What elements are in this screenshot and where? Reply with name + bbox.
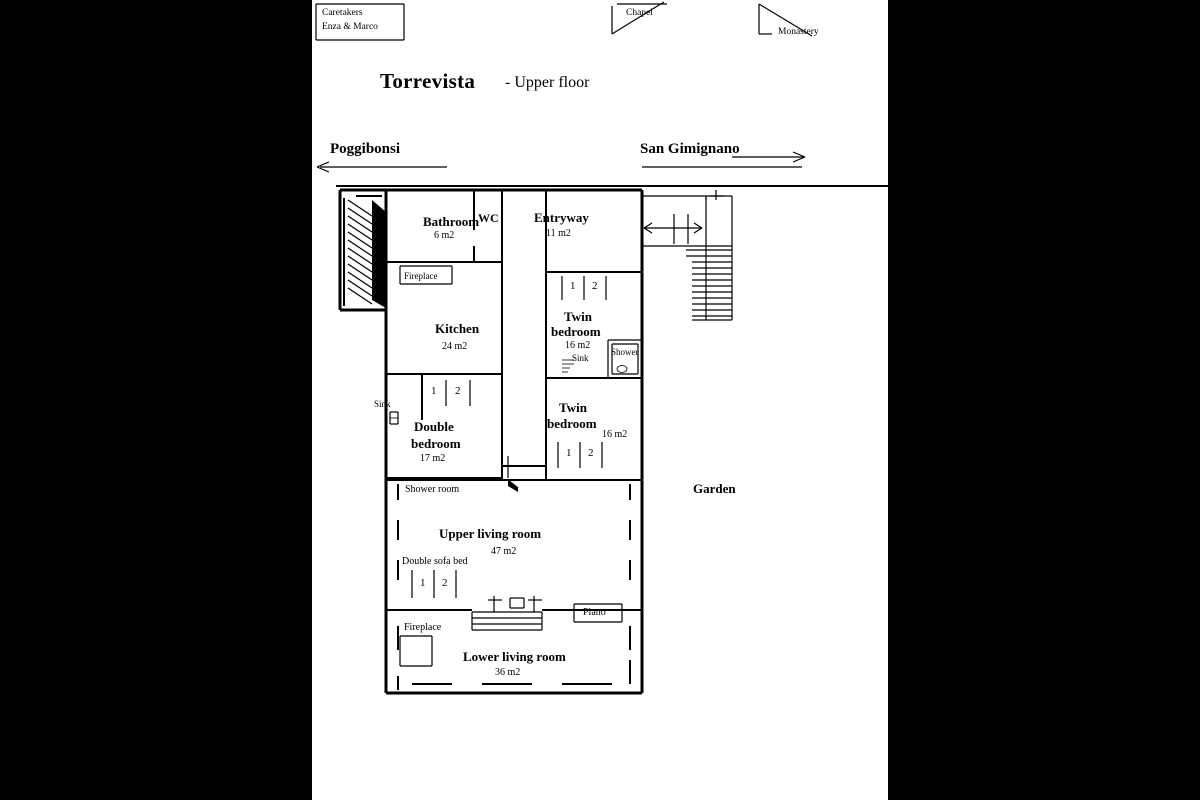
bed-icons-twin-upper — [562, 276, 606, 300]
right-stair-area — [642, 190, 732, 320]
room-twin-upper-area: 16 m2 — [565, 340, 591, 351]
stair-hatch-left — [344, 196, 386, 308]
room-lower-living-area: 36 m2 — [495, 667, 521, 678]
bed-icons-double — [422, 380, 470, 406]
monastery-label: Monastery — [778, 27, 819, 37]
bed-number-twin-lower-2: 2 — [588, 447, 594, 459]
room-twin-lower-name-1: Twin — [559, 400, 587, 415]
shower-room-lines — [502, 456, 546, 492]
room-twin-upper-name-1: Twin — [564, 309, 592, 324]
fireplace-living-label: Fireplace — [404, 622, 442, 633]
kitchen-sink-fixture — [390, 412, 398, 424]
bed-number-sofa-1: 1 — [420, 577, 426, 589]
caretakers-label-line2: Enza & Marco — [322, 22, 378, 32]
room-entryway-area: 11 m2 — [546, 228, 571, 239]
room-upper-living-name: Upper living room — [439, 526, 542, 541]
living-fireplace — [400, 636, 432, 666]
bed-number-twin-lower-1: 1 — [566, 447, 572, 459]
room-entryway-name: Entryway — [534, 210, 589, 225]
bed-icons-twin-lower — [558, 442, 602, 468]
page-title: Torrevista — [380, 69, 476, 93]
piano-label: Piano — [583, 607, 606, 618]
bed-icons-sofa — [412, 570, 456, 598]
room-wc-name: WC — [478, 211, 499, 225]
double-sofa-bed-label: Double sofa bed — [402, 556, 468, 567]
room-twin-lower-name-2: bedroom — [547, 416, 597, 431]
room-kitchen-area: 24 m2 — [442, 341, 468, 352]
bed-number-sofa-2: 2 — [442, 577, 448, 589]
shower-room-label: Shower room — [405, 484, 460, 495]
bed-number-twin-upper-1: 1 — [570, 280, 576, 292]
sink-twin-label: Sink — [572, 353, 589, 363]
bed-number-twin-upper-2: 2 — [592, 280, 598, 292]
room-twin-lower-area: 16 m2 — [602, 429, 628, 440]
living-room-walls — [386, 480, 642, 610]
bed-number-double-1: 1 — [431, 385, 437, 397]
chapel-label: Chapel — [626, 8, 653, 18]
floorplan-sheet — [312, 0, 888, 800]
room-double-area: 17 m2 — [420, 453, 446, 464]
room-kitchen-name: Kitchen — [435, 321, 480, 336]
room-bathroom-area: 6 m2 — [434, 230, 455, 241]
arrow-left — [317, 162, 447, 172]
direction-poggibonsi: Poggibonsi — [330, 141, 401, 157]
living-stairs — [472, 596, 542, 630]
fireplace-kitchen-label: Fireplace — [404, 271, 438, 281]
room-double-name-2: bedroom — [411, 436, 461, 451]
room-upper-living-area: 47 m2 — [491, 546, 517, 557]
page-subtitle: - Upper floor — [505, 74, 590, 91]
caretakers-label-line1: Caretakers — [322, 8, 363, 18]
room-double-name-1: Double — [414, 419, 454, 434]
bed-number-double-2: 2 — [455, 385, 461, 397]
shower-label: Shower — [611, 347, 639, 357]
sink-kitchen-label: Sink — [374, 399, 391, 409]
room-twin-upper-name-2: bedroom — [551, 324, 601, 339]
garden-label: Garden — [693, 481, 736, 496]
floorplan-linework — [312, 0, 888, 800]
room-bathroom-name: Bathroom — [423, 214, 480, 229]
room-lower-living-name: Lower living room — [463, 649, 566, 664]
direction-san-gimignano: San Gimignano — [640, 141, 740, 157]
